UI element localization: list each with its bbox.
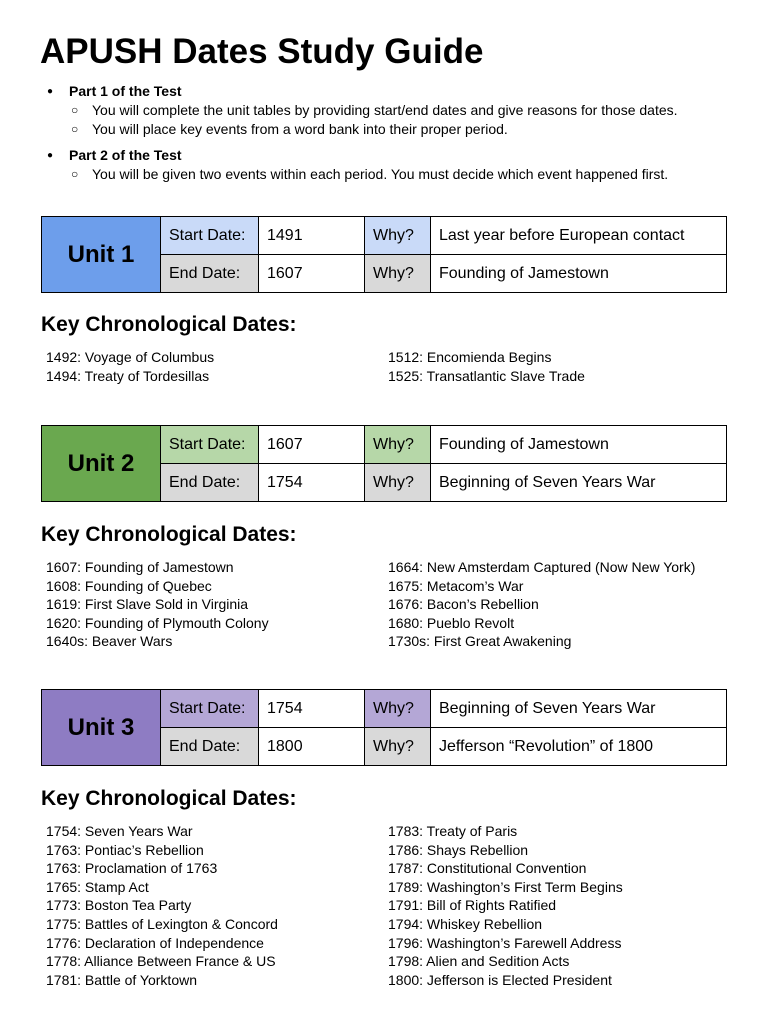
date-entry: 1773: Boston Tea Party [46, 897, 192, 914]
part-heading: ● Part 1 of the Test [44, 82, 744, 101]
end-reason: Founding of Jamestown [431, 255, 727, 293]
date-entry: 1676: Bacon’s Rebellion [388, 596, 539, 613]
date-entry: 1763: Pontiac’s Rebellion [46, 841, 204, 858]
end-date-value: 1754 [259, 464, 365, 502]
key-dates-left-column [46, 348, 214, 385]
start-date-label: Start Date: [161, 426, 259, 464]
part-2-block [44, 146, 744, 184]
key-dates-heading: Key Chronological Dates: [41, 787, 297, 810]
end-date-label: End Date: [161, 464, 259, 502]
date-entry: 1680: Pueblo Revolt [388, 614, 515, 631]
part-item: ○ You will be given two events within each period. You must decide which event happened first. [44, 165, 744, 184]
unit-label: Unit 1 [42, 217, 161, 293]
unit-label: Unit 2 [42, 426, 161, 502]
part-heading: ● Part 2 of the Test [44, 146, 744, 165]
end-reason: Beginning of Seven Years War [431, 464, 727, 502]
date-entry: 1776: Declaration of Independence [46, 934, 264, 951]
date-entry: 1800: Jefferson is Elected President [388, 971, 612, 988]
date-entry: 1754: Seven Years War [46, 823, 193, 839]
date-entry: 1775: Battles of Lexington & Concord [46, 915, 278, 932]
end-date-value: 1607 [259, 255, 365, 293]
date-entry: 1778: Alliance Between France & US [46, 953, 276, 970]
end-date-label: End Date: [161, 255, 259, 293]
date-entry: 1730s: First Great Awakening [388, 633, 572, 650]
why-label: Why? [365, 690, 431, 728]
date-entry: 1492: Voyage of Columbus [46, 349, 215, 365]
start-reason: Beginning of Seven Years War [431, 690, 727, 728]
key-dates-heading: Key Chronological Dates: [41, 313, 297, 336]
key-dates-left-column [46, 822, 278, 989]
part-1-block [44, 82, 744, 139]
date-entry: 1607: Founding of Jamestown [46, 559, 234, 575]
key-dates-right-column [388, 348, 585, 385]
unit-label: Unit 3 [42, 690, 161, 766]
date-entry: 1525: Transatlantic Slave Trade [388, 367, 585, 384]
start-reason: Last year before European contact [431, 217, 727, 255]
end-date-label: End Date: [161, 728, 259, 766]
date-entry: 1783: Treaty of Paris [388, 823, 518, 839]
start-reason: Founding of Jamestown [431, 426, 727, 464]
unit-1-table [41, 216, 727, 293]
date-entry: 1796: Washington’s Farewell Address [388, 934, 622, 951]
date-entry: 1791: Bill of Rights Ratified [388, 897, 557, 914]
why-label: Why? [365, 728, 431, 766]
unit-3-table [41, 689, 727, 766]
why-label: Why? [365, 464, 431, 502]
date-entry: 1794: Whiskey Rebellion [388, 915, 543, 932]
start-date-value: 1607 [259, 426, 365, 464]
part-item: ○ You will place key events from a word bank into their proper period. [44, 120, 744, 139]
key-dates-right-column [388, 822, 623, 989]
why-label: Why? [365, 255, 431, 293]
key-dates-heading: Key Chronological Dates: [41, 523, 297, 546]
date-entry: 1798: Alien and Sedition Acts [388, 953, 570, 970]
date-entry: 1664: New Amsterdam Captured (Now New York) [388, 559, 696, 575]
date-entry: 1763: Proclamation of 1763 [46, 860, 218, 877]
date-entry: 1512: Encomienda Begins [388, 349, 552, 365]
key-dates-left-column [46, 558, 269, 651]
why-label: Why? [365, 426, 431, 464]
date-entry: 1608: Founding of Quebec [46, 577, 212, 594]
date-entry: 1786: Shays Rebellion [388, 841, 529, 858]
date-entry: 1675: Metacom’s War [388, 577, 524, 594]
date-entry: 1619: First Slave Sold in Virginia [46, 596, 249, 613]
page-title: APUSH Dates Study Guide [40, 32, 484, 71]
end-date-value: 1800 [259, 728, 365, 766]
date-entry: 1620: Founding of Plymouth Colony [46, 614, 269, 631]
key-dates-right-column [388, 558, 695, 651]
date-entry: 1787: Constitutional Convention [388, 860, 587, 877]
start-date-label: Start Date: [161, 217, 259, 255]
unit-2-table [41, 425, 727, 502]
date-entry: 1494: Treaty of Tordesillas [46, 367, 210, 384]
start-date-value: 1491 [259, 217, 365, 255]
date-entry: 1789: Washington’s First Term Begins [388, 878, 623, 895]
why-label: Why? [365, 217, 431, 255]
date-entry: 1781: Battle of Yorktown [46, 971, 197, 988]
date-entry: 1640s: Beaver Wars [46, 633, 173, 650]
start-date-value: 1754 [259, 690, 365, 728]
part-item: ○ You will complete the unit tables by providing start/end dates and give reasons for those dates. [44, 101, 744, 120]
end-reason: Jefferson “Revolution” of 1800 [431, 728, 727, 766]
date-entry: 1765: Stamp Act [46, 878, 149, 895]
start-date-label: Start Date: [161, 690, 259, 728]
